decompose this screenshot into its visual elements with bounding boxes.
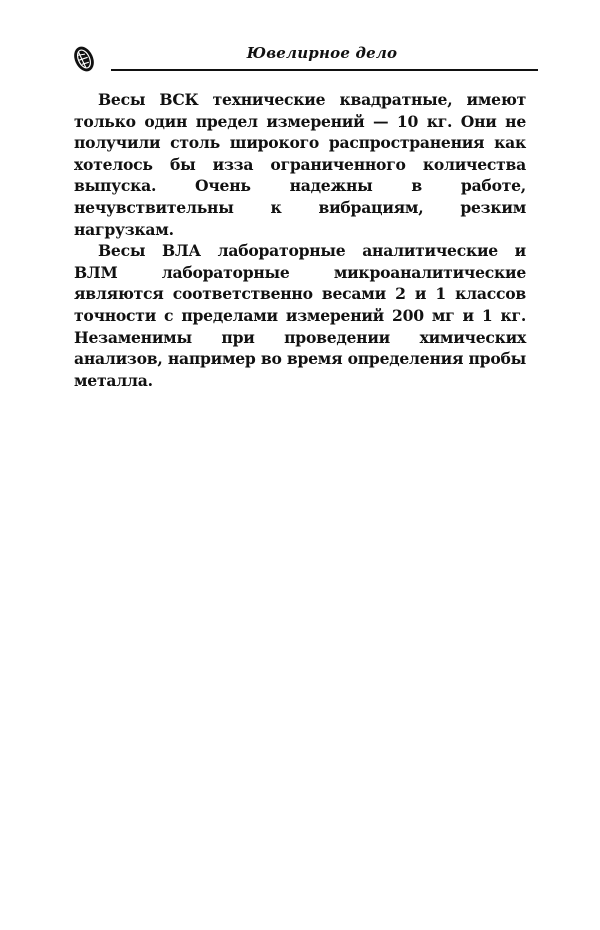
body-text <box>74 89 526 391</box>
ring-emblem-icon <box>72 44 96 74</box>
paragraph: Весы ВСК технические квадратные, имеют только один предел измерений — 10 кг. Они не получили столь широкого распространения как хотелось бы изза ограниченного количества выпуска. Очень надежны в работе, нечувствительны к вибрациям, резким нагрузкам. <box>74 90 526 239</box>
header-title: Ювелирное дело <box>246 44 398 62</box>
header-rule <box>111 69 538 71</box>
paragraph: Весы ВЛА лабораторные аналитические и ВЛМ лабораторные микроаналитические являются соответственно весами 2 и 1 классов точности с пределами измерений 200 мг и 1 кг. Незаменимы при проведении химических анализов, например во время определения пробы металла. <box>74 241 526 390</box>
running-header <box>72 42 532 82</box>
